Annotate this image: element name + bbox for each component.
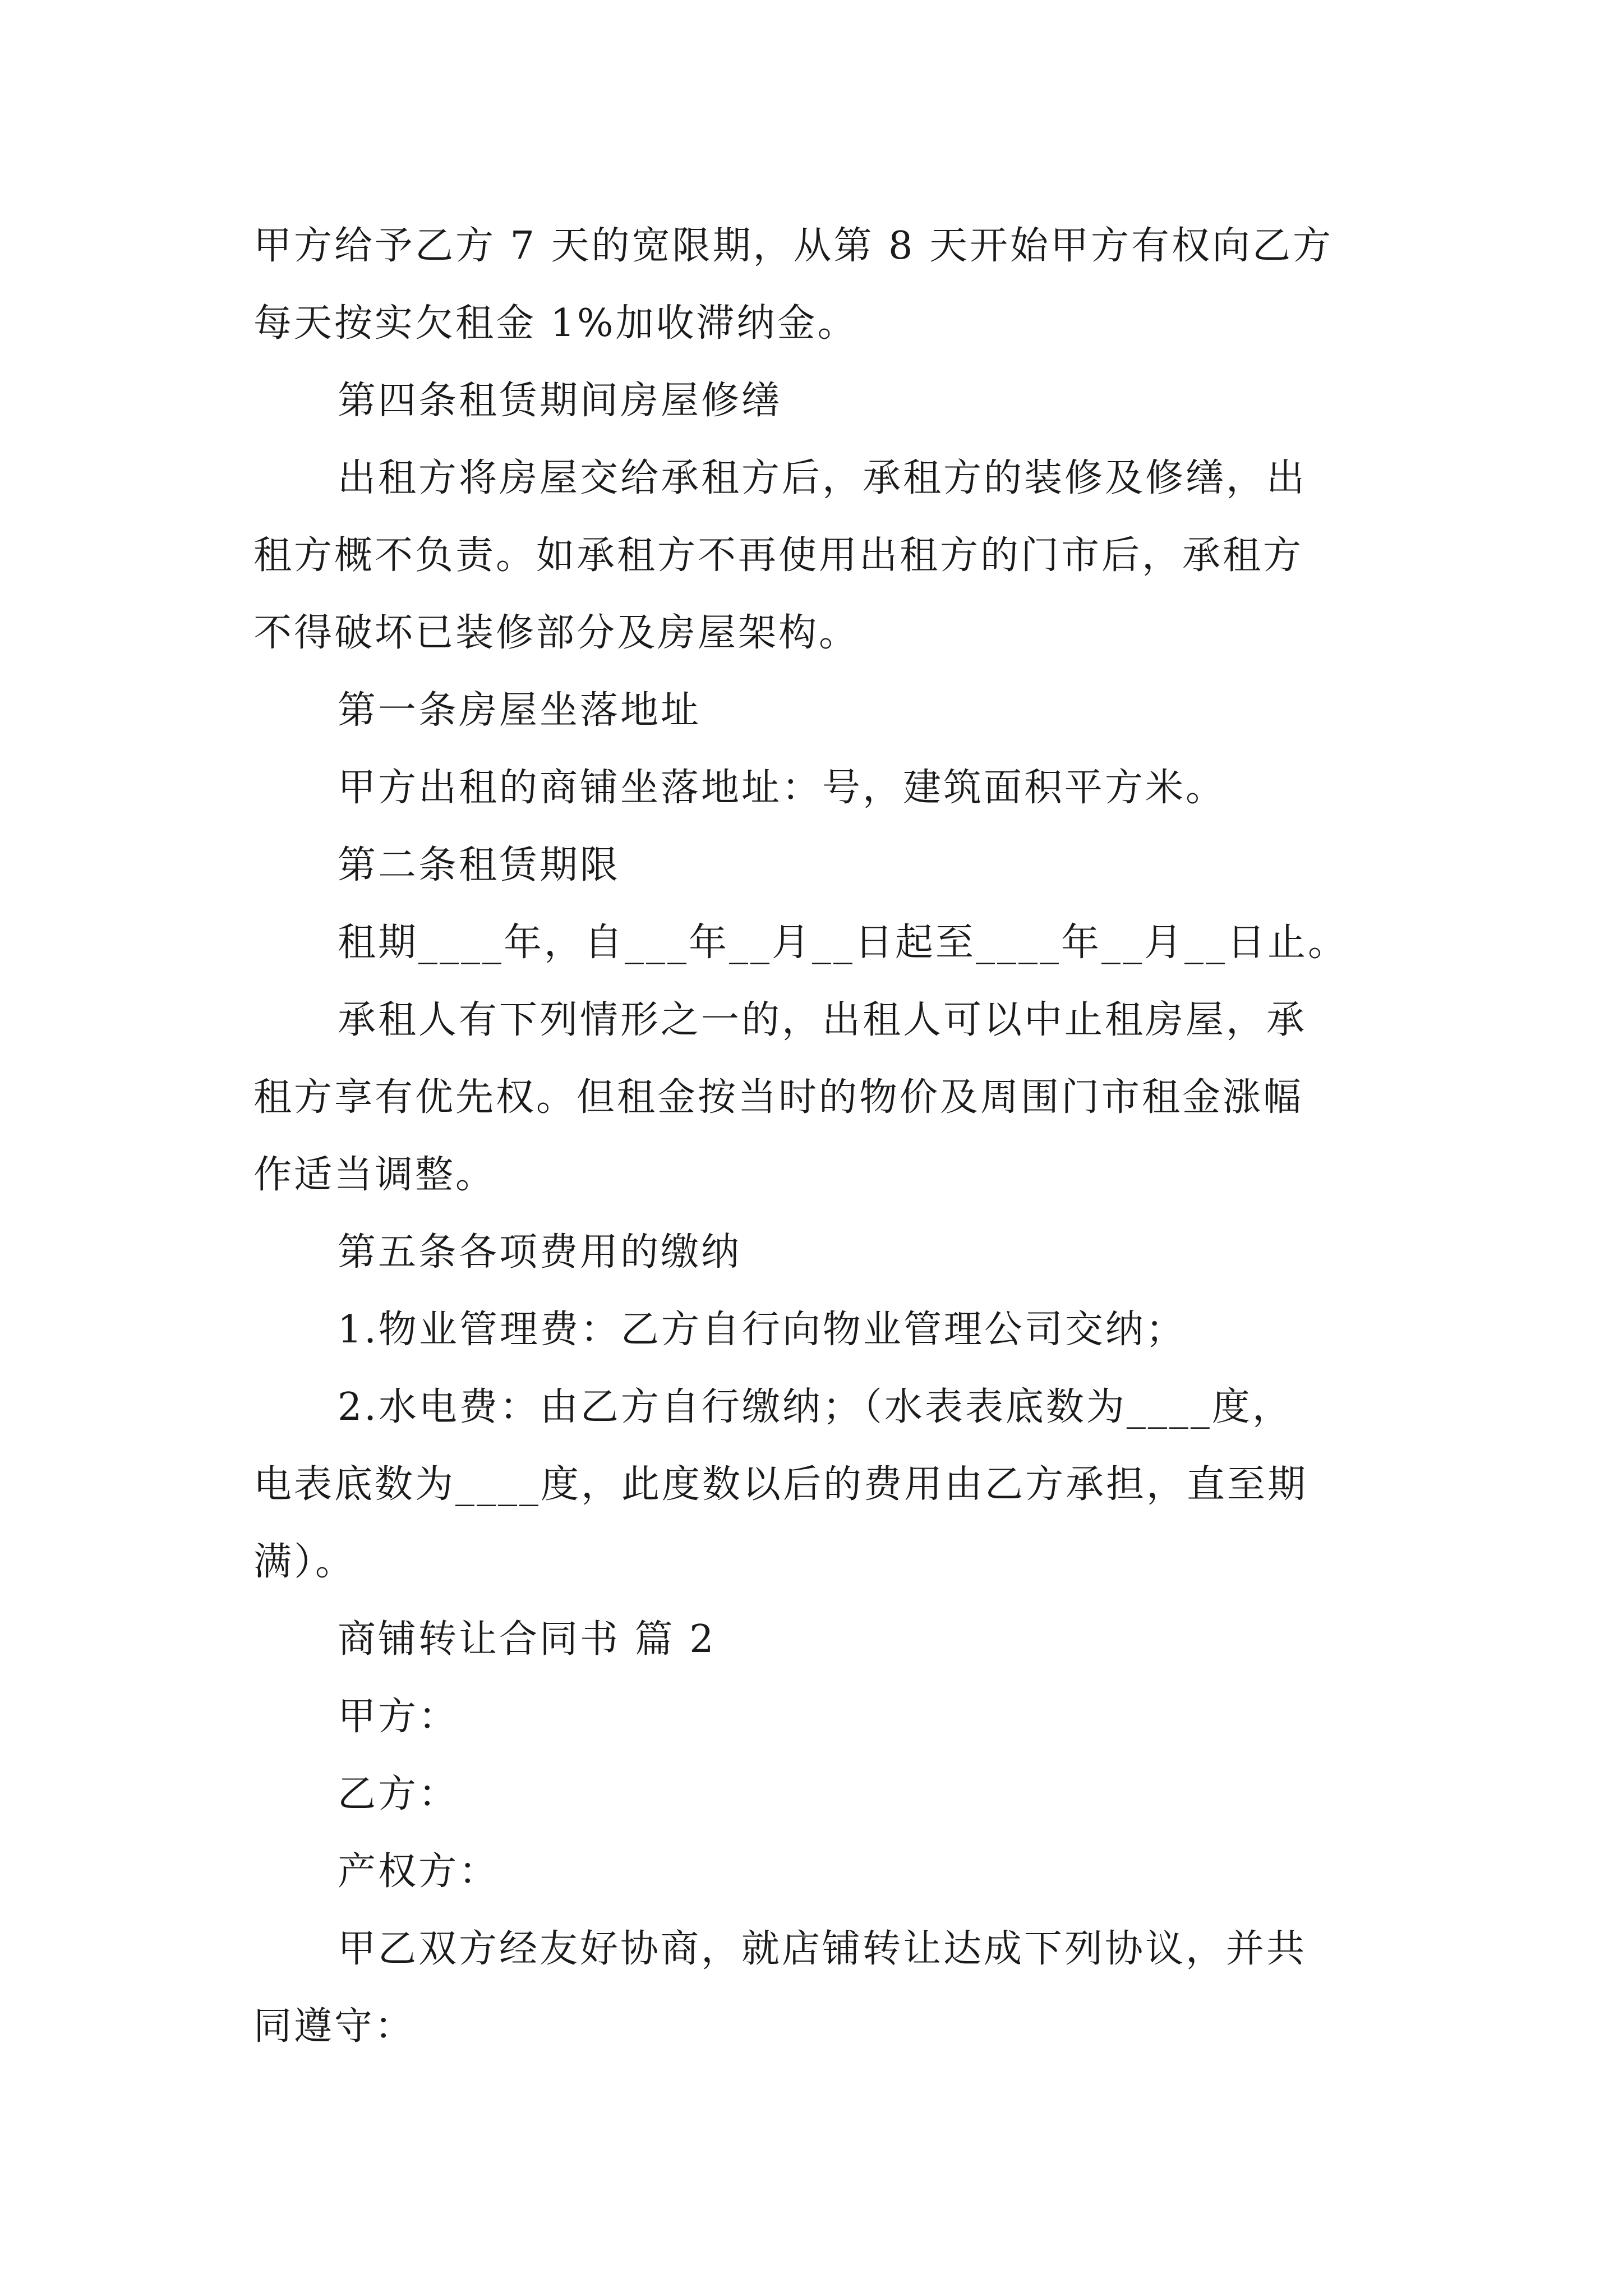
section-heading: 第五条各项费用的缴纳 xyxy=(338,1230,742,1274)
paragraph-line: 租方享有优先权。但租金按当时的物价及周围门市租金涨幅 xyxy=(253,1075,1304,1120)
paragraph-line: 每天按实欠租金 1%加收滞纳金。 xyxy=(253,301,858,346)
section-heading: 第二条租赁期限 xyxy=(338,843,621,887)
list-item: 2.水电费：由乙方自行缴纳；（水表表底数为____度， xyxy=(338,1385,1293,1429)
paragraph-line: 作适当调整。 xyxy=(253,1153,496,1197)
paragraph-line: 出租方将房屋交给承租方后，承租方的装修及修缮，出 xyxy=(338,456,1307,500)
section-heading: 第四条租赁期间房屋修缮 xyxy=(338,379,782,423)
paragraph-line: 同遵守： xyxy=(253,2004,416,2049)
party-a-field: 甲方： xyxy=(338,1695,459,1739)
section-heading: 第一条房屋坐落地址 xyxy=(338,688,702,733)
document-body xyxy=(253,208,1381,2065)
paragraph-line: 租方概不负责。如承租方不再使用出租方的门市后，承租方 xyxy=(253,533,1304,578)
paragraph-line: 承租人有下列情形之一的，出租人可以中止租房屋，承 xyxy=(338,998,1307,1042)
party-b-field: 乙方： xyxy=(338,1772,459,1816)
list-item: 1.物业管理费：乙方自行向物业管理公司交纳； xyxy=(338,1308,1186,1352)
property-owner-field: 产权方： xyxy=(338,1849,500,1894)
paragraph-line: 满）。 xyxy=(253,1540,356,1584)
paragraph-line: 甲方出租的商铺坐落地址：号，建筑面积平方米。 xyxy=(338,766,1227,810)
contract-title: 商铺转让合同书 篇 2 xyxy=(338,1617,716,1662)
paragraph-line: 甲乙双方经友好协商，就店铺转让达成下列协议，并共 xyxy=(338,1927,1307,1971)
paragraph-line: 租期____年，自___年__月__日起至____年__月__日止。 xyxy=(338,921,1349,965)
paragraph-line: 不得破坏已装修部分及房屋架构。 xyxy=(253,611,860,655)
paragraph-line: 电表底数为____度，此度数以后的费用由乙方承担，直至期 xyxy=(253,1462,1308,1507)
paragraph-line: 甲方给予乙方 7 天的宽限期，从第 8 天开始甲方有权向乙方 xyxy=(253,224,1333,268)
